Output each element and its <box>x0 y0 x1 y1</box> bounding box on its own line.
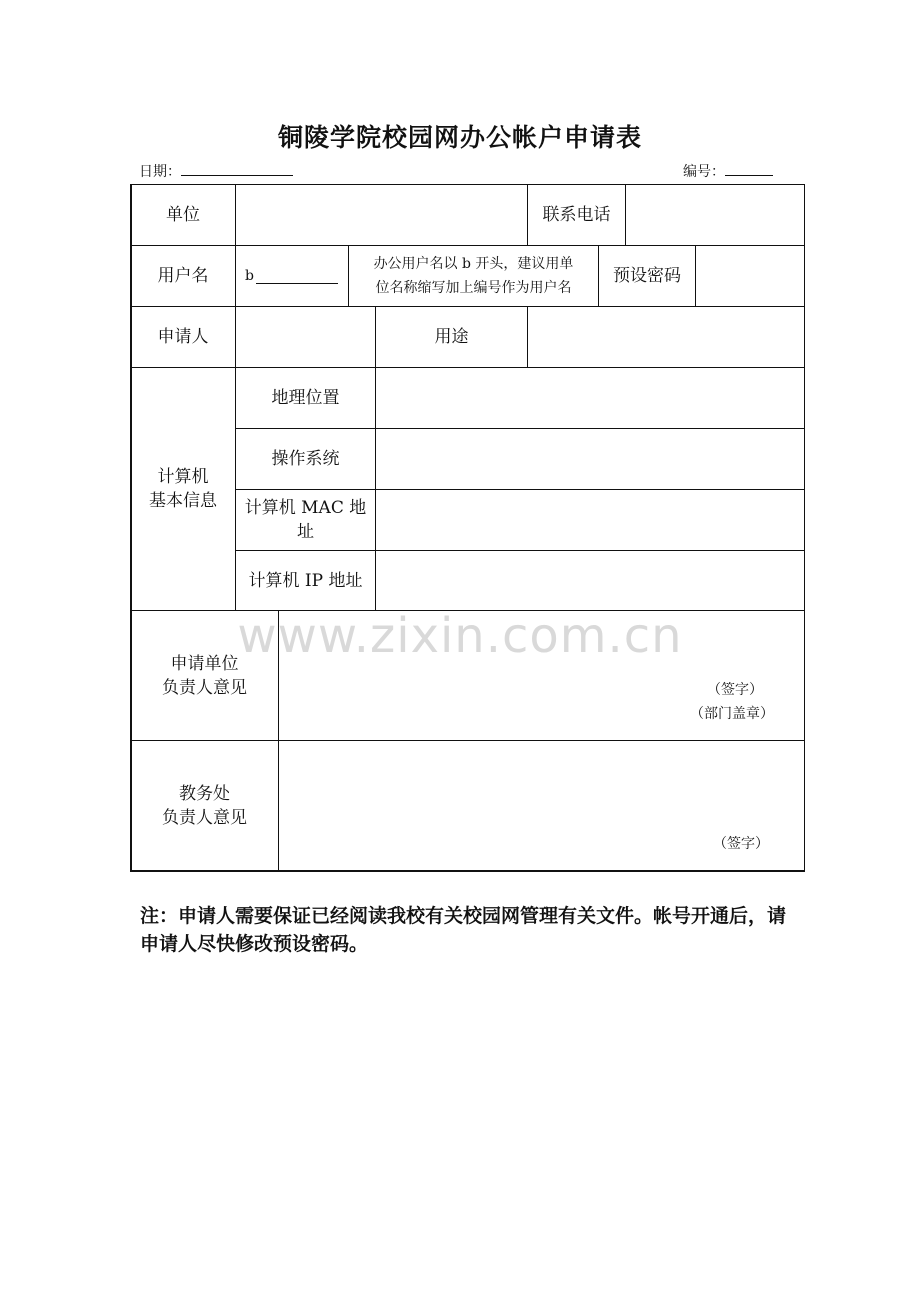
academic-opinion-line: 教务处 <box>179 783 230 804</box>
location-input[interactable] <box>376 368 804 428</box>
ip-label: 计算机 IP 地址 <box>248 570 363 591</box>
sign-label: （签字） <box>707 682 763 698</box>
footnote: 注：申请人需要保证已经阅读我校有关校园网管理有关文件。帐号开通后，请申请人尽快修改预设密码。 <box>140 905 787 955</box>
sign-label-2: （签字） <box>713 836 769 852</box>
username-prefix: b <box>245 268 254 284</box>
unit-opinion-line: 申请单位 <box>170 653 239 674</box>
unit-input[interactable] <box>236 185 527 245</box>
phone-label: 联系电话 <box>542 205 611 225</box>
mac-label <box>236 490 375 550</box>
border-line <box>804 184 805 871</box>
mac-label-line: 址 <box>297 522 314 542</box>
preset-password-input[interactable] <box>696 246 804 306</box>
date-blank[interactable] <box>181 162 293 176</box>
border-line <box>130 870 805 872</box>
computer-info-line: 计算机 <box>157 467 209 487</box>
watermark: www.zixin.com.cn <box>237 608 683 664</box>
username-label: 用户名 <box>157 266 209 286</box>
purpose-input[interactable] <box>528 307 804 367</box>
os-label: 操作系统 <box>271 449 340 469</box>
academic-opinion-label <box>131 741 278 870</box>
page-title: 铜陵学院校园网办公帐户申请表 <box>277 123 642 152</box>
stamp-label: （部门盖章） <box>690 706 774 722</box>
os-input[interactable] <box>376 429 804 489</box>
applicant-input[interactable] <box>236 307 375 367</box>
computer-info-line: 基本信息 <box>149 491 217 511</box>
username-input[interactable] <box>236 246 348 306</box>
username-note <box>349 246 598 306</box>
ip-input[interactable] <box>376 551 804 610</box>
number-field[interactable] <box>683 161 773 181</box>
mac-input[interactable] <box>376 490 804 550</box>
applicant-label: 申请人 <box>157 327 209 347</box>
mac-label-line: 计算机 MAC 地 <box>244 498 367 518</box>
unit-label: 单位 <box>166 205 200 225</box>
location-label: 地理位置 <box>271 388 340 408</box>
academic-opinion-line: 负责人意见 <box>162 807 247 828</box>
number-label: 编号： <box>683 164 725 180</box>
phone-input[interactable] <box>626 185 804 245</box>
date-label: 日期： <box>139 164 181 180</box>
computer-info-label <box>131 368 235 610</box>
purpose-label: 用途 <box>434 327 469 347</box>
username-note-line: 位名称缩写加上编号作为用户名 <box>375 280 572 296</box>
unit-opinion-line: 负责人意见 <box>162 677 247 698</box>
preset-password-label: 预设密码 <box>613 266 681 286</box>
date-field[interactable] <box>139 161 293 181</box>
username-note-line: 办公用户名以 b 开头，建议用单 <box>373 256 574 272</box>
number-blank[interactable] <box>725 162 773 176</box>
username-blank <box>256 268 338 284</box>
